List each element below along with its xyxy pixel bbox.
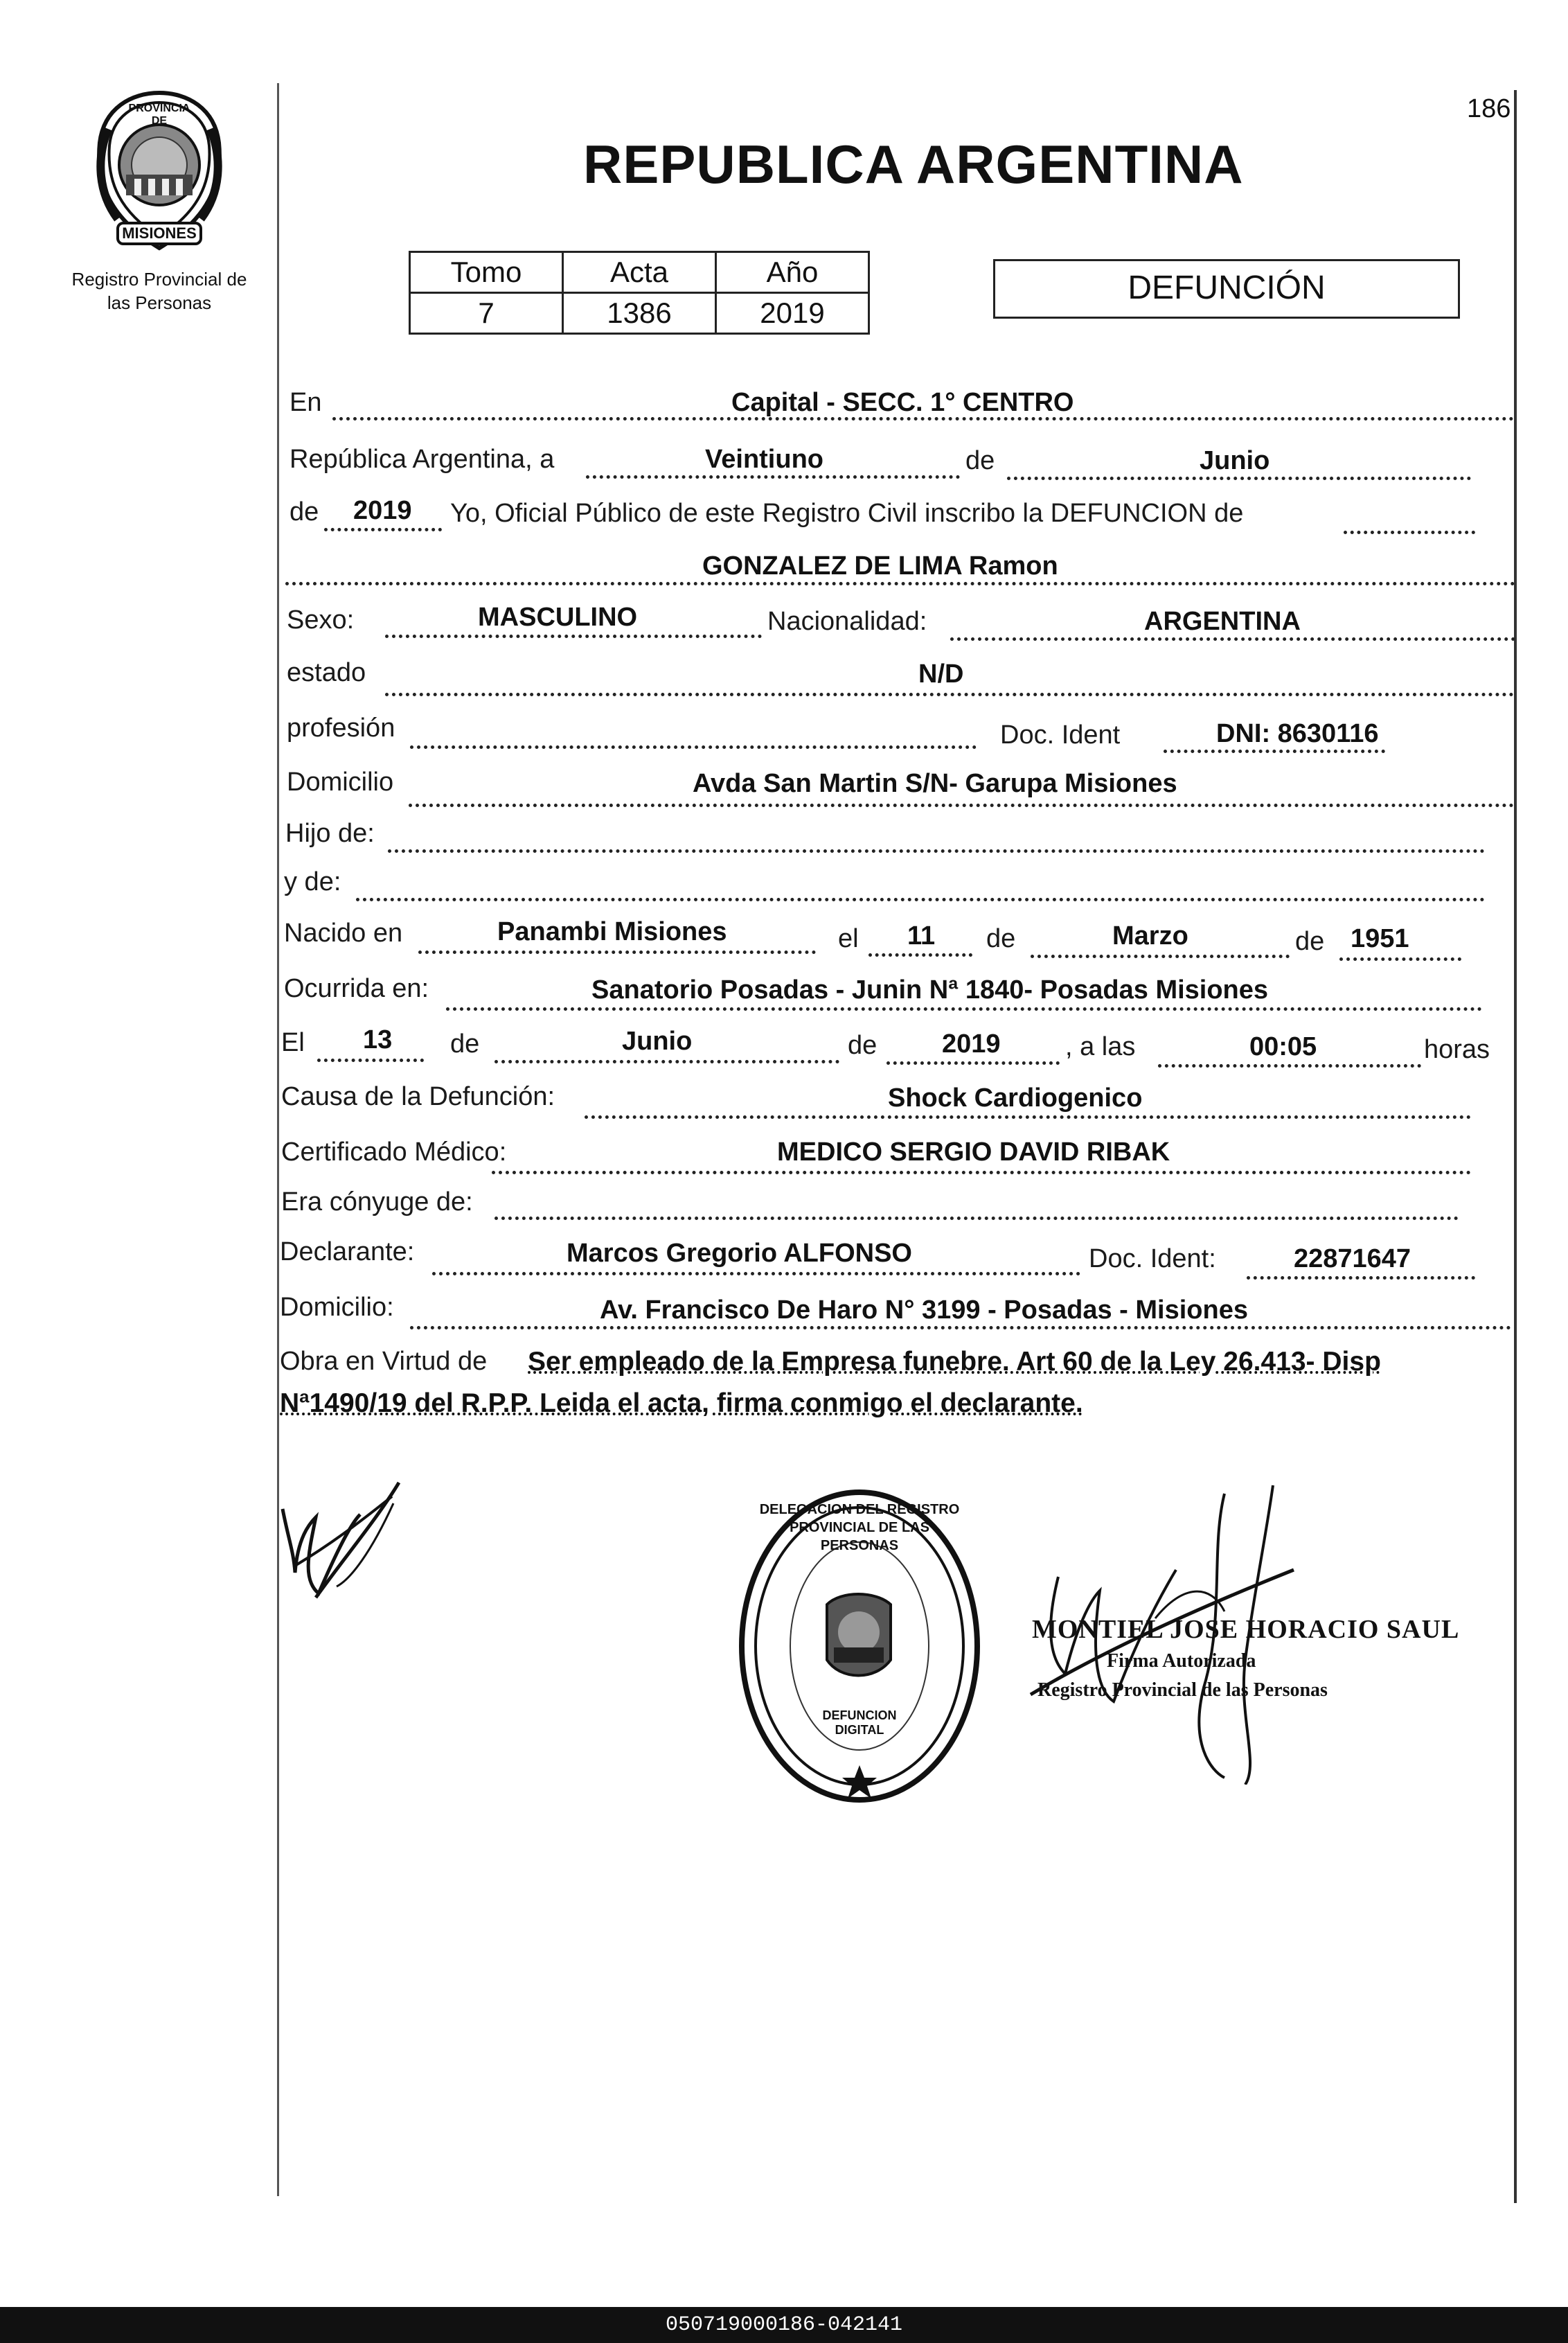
death-time-dotted-line bbox=[1158, 1064, 1421, 1068]
hijo-label: Hijo de: bbox=[285, 819, 375, 848]
emblem-top-text: PROVINCIA DE bbox=[128, 103, 190, 127]
de3-label: de bbox=[986, 924, 1016, 953]
death-month: Junio bbox=[622, 1027, 693, 1056]
causa-dotted-line bbox=[585, 1115, 1471, 1119]
page-number: 186 bbox=[1467, 94, 1511, 123]
year-dotted-line bbox=[324, 528, 442, 531]
day-dotted-line bbox=[586, 475, 960, 479]
right-margin-line bbox=[1514, 90, 1517, 2203]
death-month-dotted-line bbox=[495, 1060, 839, 1063]
certificado-label: Certificado Médico: bbox=[281, 1138, 507, 1167]
a-las-label: , a las bbox=[1065, 1032, 1136, 1061]
ano-header: Año bbox=[716, 252, 869, 293]
domicilio2-dotted-line bbox=[410, 1326, 1511, 1329]
declarante-value: Marcos Gregorio ALFONSO bbox=[567, 1239, 912, 1268]
reference-table-header-row bbox=[410, 252, 869, 293]
domicilio2-label: Domicilio: bbox=[280, 1293, 394, 1322]
acta-header: Acta bbox=[563, 252, 716, 293]
doc2-value: 22871647 bbox=[1294, 1244, 1411, 1273]
tomo-value: 7 bbox=[410, 293, 563, 334]
sexo-dotted-line bbox=[385, 635, 762, 638]
profesion-label: profesión bbox=[287, 714, 395, 743]
registry-label bbox=[48, 267, 270, 315]
causa-value: Shock Cardiogenico bbox=[888, 1084, 1143, 1113]
de-label: de bbox=[965, 446, 995, 475]
domicilio-value: Avda San Martin S/N- Garupa Misiones bbox=[693, 769, 1177, 798]
y-de-dotted-line bbox=[356, 898, 1485, 901]
domicilio2-value: Av. Francisco De Haro N° 3199 - Posadas - Misiones bbox=[600, 1296, 1248, 1325]
oficial-text: Yo, Oficial Público de este Registro Civil inscribo la DEFUNCION de bbox=[450, 499, 1244, 528]
sexo-value: MASCULINO bbox=[478, 603, 638, 632]
nacionalidad-dotted-line bbox=[950, 637, 1515, 641]
stamp-outer-text: DELEGACION DEL REGISTRO PROVINCIAL DE LAS PERSONAS bbox=[759, 1502, 960, 1553]
certificado-dotted-line bbox=[492, 1171, 1471, 1174]
month-dotted-line bbox=[1007, 477, 1471, 480]
causa-label: Causa de la Defunción: bbox=[281, 1082, 555, 1111]
de2-label: de bbox=[289, 497, 319, 527]
republica-label: República Argentina, a bbox=[289, 445, 555, 474]
nacionalidad-label: Nacionalidad: bbox=[767, 607, 927, 636]
footer-code: 050719000186-042141 bbox=[0, 2307, 1568, 2343]
ocurrida-label: Ocurrida en: bbox=[284, 974, 429, 1003]
obra-value-line2: Nª1490/19 del R.P.P. Leida el acta, firma conmigo el declarante. bbox=[280, 1388, 1083, 1418]
declarant-signature bbox=[274, 1476, 413, 1614]
declarante-label: Declarante: bbox=[280, 1237, 415, 1266]
reference-table-value-row bbox=[410, 293, 869, 334]
registry-stamp bbox=[737, 1487, 982, 1805]
domicilio-label: Domicilio bbox=[287, 768, 394, 797]
de4-label: de bbox=[1295, 927, 1325, 956]
conyuge-dotted-line bbox=[495, 1217, 1459, 1220]
nacido-label: Nacido en bbox=[284, 919, 403, 948]
death-year-dotted-line bbox=[887, 1061, 1060, 1065]
ocurrida-value: Sanatorio Posadas - Junin Nª 1840- Posadas Misiones bbox=[591, 975, 1269, 1005]
domicilio-dotted-line bbox=[409, 804, 1514, 807]
deceased-name: GONZALEZ DE LIMA Ramon bbox=[702, 551, 1058, 581]
estado-value: N/D bbox=[918, 660, 964, 689]
de6-label: de bbox=[848, 1031, 877, 1060]
act-type-box: DEFUNCIÓN bbox=[993, 259, 1460, 319]
reference-table bbox=[409, 251, 870, 335]
death-day-dotted-line bbox=[317, 1059, 424, 1062]
estado-dotted-line bbox=[385, 693, 1514, 696]
conyuge-label: Era cónyuge de: bbox=[281, 1187, 473, 1217]
doc2-label: Doc. Ident: bbox=[1089, 1244, 1216, 1273]
death-time: 00:05 bbox=[1249, 1032, 1317, 1061]
sexo-label: Sexo: bbox=[287, 605, 355, 635]
day-value: Veintiuno bbox=[705, 445, 823, 474]
left-margin-line bbox=[277, 83, 279, 2196]
de5-label: de bbox=[450, 1029, 480, 1059]
doc-dotted-line bbox=[1164, 750, 1385, 753]
registry-label-line2: las Personas bbox=[107, 292, 212, 313]
obra-label: Obra en Virtud de bbox=[280, 1347, 488, 1376]
official-office: Registro Provincial de las Personas bbox=[1037, 1679, 1328, 1701]
birth-year-dotted-line bbox=[1339, 957, 1461, 961]
birth-month-dotted-line bbox=[1031, 955, 1290, 958]
obra-value-line1: Ser empleado de la Empresa funebre. Art 60 de la Ley 26.413- Disp bbox=[528, 1347, 1381, 1377]
birth-year: 1951 bbox=[1351, 924, 1409, 953]
death-day: 13 bbox=[363, 1025, 393, 1054]
nacionalidad-value: ARGENTINA bbox=[1144, 607, 1301, 636]
stamp-inner-text: DEFUNCION DIGITAL bbox=[822, 1708, 897, 1737]
declarante-dotted-line bbox=[432, 1272, 1080, 1275]
doc-label: Doc. Ident bbox=[1000, 720, 1121, 750]
ocurrida-dotted-line bbox=[446, 1007, 1482, 1011]
horas-label: horas bbox=[1424, 1035, 1490, 1064]
el-label: el bbox=[838, 924, 859, 953]
province-emblem bbox=[83, 87, 235, 254]
registry-label-line1: Registro Provincial de bbox=[71, 269, 247, 290]
tomo-header: Tomo bbox=[410, 252, 563, 293]
deceased-dotted-line bbox=[285, 582, 1515, 585]
birth-day: 11 bbox=[907, 921, 936, 951]
year-value: 2019 bbox=[353, 496, 412, 525]
doc-value: DNI: 8630116 bbox=[1216, 719, 1379, 748]
death-year: 2019 bbox=[942, 1029, 1001, 1059]
nacido-value: Panambi Misiones bbox=[497, 917, 727, 946]
y-de-label: y de: bbox=[284, 867, 341, 896]
official-role: Firma Autorizada bbox=[1107, 1650, 1256, 1672]
nacido-dotted-line bbox=[418, 951, 816, 954]
birth-month: Marzo bbox=[1112, 921, 1188, 951]
birth-day-dotted-line bbox=[868, 953, 972, 957]
profesion-dotted-line bbox=[410, 745, 977, 749]
ano-value: 2019 bbox=[716, 293, 869, 334]
emblem-bottom-text: MISIONES bbox=[122, 224, 197, 242]
hijo-dotted-line bbox=[388, 849, 1485, 853]
en-label: En bbox=[289, 388, 322, 417]
certificado-value: MEDICO SERGIO DAVID RIBAK bbox=[777, 1138, 1170, 1167]
en-dotted-line bbox=[332, 417, 1514, 421]
official-name: MONTIEL JOSE HORACIO SAUL bbox=[1032, 1615, 1460, 1644]
acta-value: 1386 bbox=[563, 293, 716, 334]
el2-label: El bbox=[281, 1028, 305, 1057]
month-value: Junio bbox=[1200, 446, 1270, 475]
estado-label: estado bbox=[287, 658, 366, 687]
en-value: Capital - SECC. 1° CENTRO bbox=[731, 388, 1074, 417]
document-title: REPUBLICA ARGENTINA bbox=[583, 134, 1244, 195]
oficial-dotted-line bbox=[1344, 531, 1475, 534]
doc2-dotted-line bbox=[1247, 1276, 1475, 1280]
